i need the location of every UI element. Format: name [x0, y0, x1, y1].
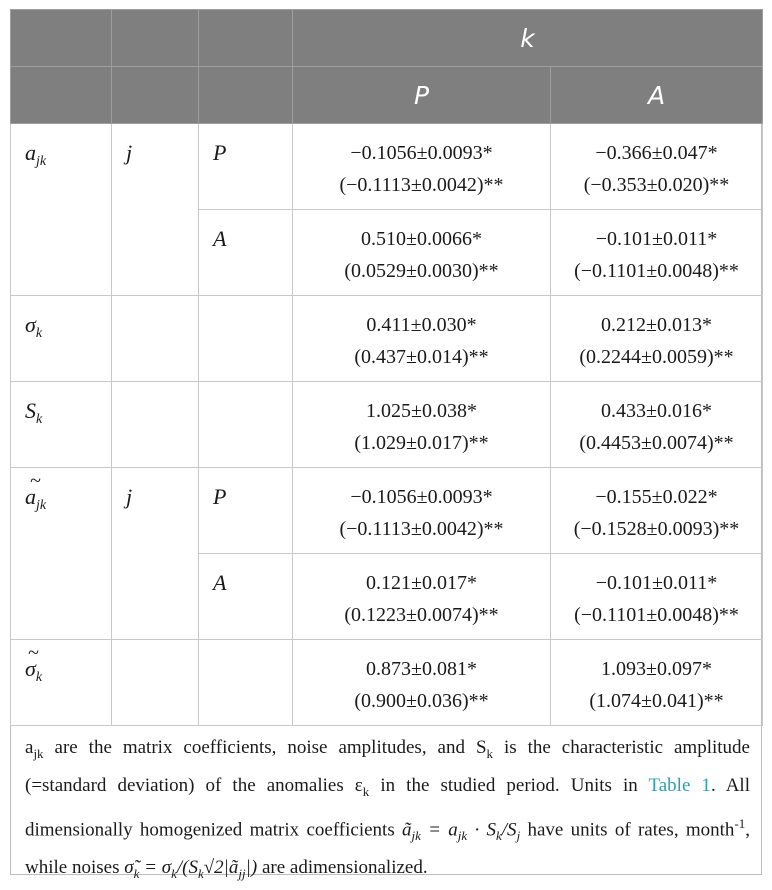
row-label-sigma-tilde: ~ $\sigma_k$ [11, 640, 112, 726]
cell-value: 0.873±0.081* (0.900±0.036)** [293, 640, 551, 726]
header-row-2 [11, 67, 763, 124]
table-row [11, 382, 763, 468]
cell-value: 0.411±0.030* (0.437±0.014)** [293, 296, 551, 382]
cell-value: 1.093±0.097* (1.074±0.041)** [551, 640, 763, 726]
row-label-S: $S_k$ [11, 382, 112, 468]
header-P: P [293, 67, 551, 124]
cell-value: −0.366±0.047* (−0.353±0.020)** [551, 124, 763, 210]
row-label-ajk-tilde: ~ $a_{jk}$ [11, 468, 112, 640]
table-row [11, 124, 763, 210]
table-row [11, 640, 763, 726]
cell-value: 1.025±0.038* (1.029±0.017)** [293, 382, 551, 468]
row-label-ajk: $a_{jk}$ [11, 124, 112, 296]
cell-value: −0.101±0.011* (−0.1101±0.0048)** [551, 554, 763, 640]
row-label-sigma: $\sigma_k$ [11, 296, 112, 382]
table-row [11, 468, 763, 554]
row-j: j [112, 124, 199, 296]
cell-value: 0.212±0.013* (0.2244±0.0059)** [551, 296, 763, 382]
row-r: P [199, 124, 293, 210]
cell-value: 0.510±0.0066* (0.0529±0.0030)** [293, 210, 551, 296]
data-table [10, 9, 763, 726]
table-1-link[interactable]: Table 1 [648, 774, 711, 796]
cell-value: 0.121±0.017* (0.1223±0.0074)** [293, 554, 551, 640]
table-row [11, 296, 763, 382]
row-r: P [199, 468, 293, 554]
table-container [10, 9, 762, 881]
header-k: k [293, 10, 763, 67]
cell-value: −0.101±0.011* (−0.1101±0.0048)** [551, 210, 763, 296]
header-A: A [551, 67, 763, 124]
row-r: A [199, 554, 293, 640]
table-footnote: $a_{jk}$ are the matrix coefficients, noise amplitudes, and $S_k$ is the characteristic amplitude (=standard deviation) of the anomalies $\varepsilon_k$ in the studied period. Units in Table 1. All dimensionally homogenized matrix coefficients $ã_{jk} = a_{jk} \cdot S_k/S_j$ have units of rates, month$^{-1}$, while noises $\sigmã_k$ = $\sigma_k/(S_k√2|ã_{jj}|)$ are adimensionalized. [25, 737, 751, 881]
cell-value: −0.1056±0.0093* (−0.1113±0.0042)** [293, 468, 551, 554]
cell-value: −0.1056±0.0093* (−0.1113±0.0042)** [293, 124, 551, 210]
cell-value: 0.433±0.016* (0.4453±0.0074)** [551, 382, 763, 468]
row-r: A [199, 210, 293, 296]
cell-value: −0.155±0.022* (−0.1528±0.0093)** [551, 468, 763, 554]
header-row-1 [11, 10, 763, 67]
row-j: j [112, 468, 199, 640]
